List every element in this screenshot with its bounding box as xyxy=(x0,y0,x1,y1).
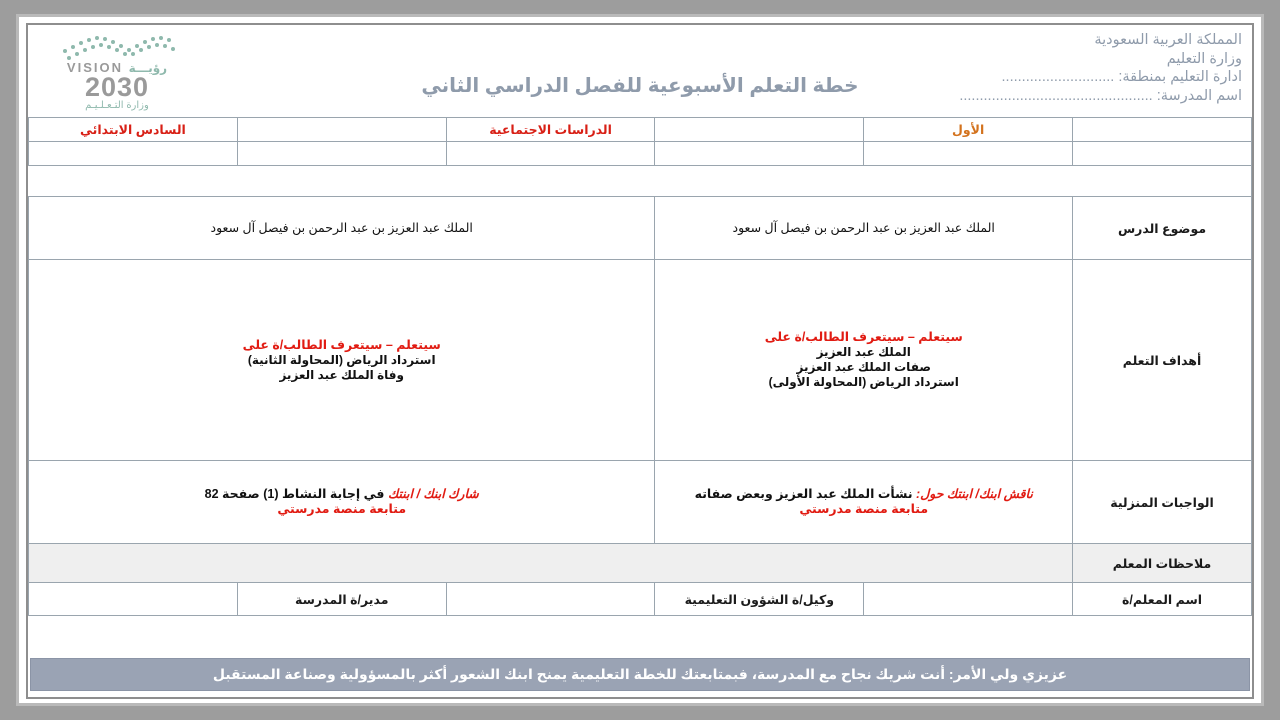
weekly-plan-table xyxy=(28,117,1252,616)
day-label: اليوم xyxy=(1073,142,1252,166)
supervisor-value[interactable] xyxy=(446,583,655,616)
days-row xyxy=(29,142,1252,166)
objectives-row xyxy=(29,260,1252,461)
info-row xyxy=(29,118,1252,142)
logo-ministry-text: وزارة التـعـلـيـم xyxy=(85,100,149,111)
supervisor-label: وكيل/ة الشؤون التعليمية xyxy=(655,583,864,616)
homework-row xyxy=(29,461,1252,544)
homework-cell-right xyxy=(655,461,1073,544)
notes-value[interactable] xyxy=(29,544,1073,583)
objectives-cell-left xyxy=(29,260,655,461)
homework-note-left: متابعة منصة مدرستي xyxy=(277,502,407,516)
topic-value-left: الملك عبد العزيز بن عبد الرحمن بن فيصل آل سعود xyxy=(29,197,655,260)
homework-body-right: نشأت الملك عبد العزيز وبعض صفاته xyxy=(694,487,913,501)
principal-value[interactable] xyxy=(29,583,238,616)
objectives-cell-right xyxy=(655,260,1073,461)
day-wednesday: الأربعاء xyxy=(237,142,446,166)
homework-note-right: متابعة منصة مدرستي xyxy=(799,502,929,516)
header-country: المملكة العربية السعودية xyxy=(1094,32,1242,48)
vision-2030-logo xyxy=(42,31,192,111)
subject-value: الدراسات الاجتماعية xyxy=(446,118,655,142)
teacher-name-label: اسم المعلم/ة xyxy=(1073,583,1252,616)
objectives-item-right-2: صفات الملك عبد العزيز xyxy=(796,360,931,374)
spacer-band-row xyxy=(29,166,1252,197)
objectives-item-left-1: استرداد الرياض (المحاولة الثانية) xyxy=(247,352,436,367)
header-region-field: ادارة التعليم بمنطقة: ............................ xyxy=(1001,69,1242,85)
header-school-field: اسم المدرسة: ................................................ xyxy=(959,87,1242,104)
homework-body-left: في إجابة النشاط (1) صفحة 82 xyxy=(204,487,385,501)
principal-label: مدير/ة المدرسة xyxy=(237,583,446,616)
grade-value: السادس الابتدائي xyxy=(29,118,238,142)
document-header xyxy=(28,25,1252,117)
footer-region xyxy=(28,658,1252,691)
objectives-item-right-3: استرداد الرياض (المحاولة الأولى) xyxy=(768,375,959,389)
vision-en-text: VISION xyxy=(66,60,123,75)
homework-line-right xyxy=(659,487,1068,502)
teacher-name-value[interactable] xyxy=(864,583,1073,616)
day-monday: الإثنين xyxy=(655,142,864,166)
vision-ar-text: رؤيـــة xyxy=(128,61,168,75)
signature-row xyxy=(29,583,1252,616)
page-title: خطة التعلم الأسبوعية للفصل الدراسي الثاني xyxy=(421,75,859,97)
homework-label: الواجبات المنزلية xyxy=(1073,461,1252,544)
grade-label: الصف xyxy=(237,118,446,142)
homework-prompt-left: شارك ابنك / ابنتك xyxy=(387,487,479,501)
homework-cell-left xyxy=(29,461,655,544)
vision-dots-icon xyxy=(57,35,177,61)
objectives-item-left-2: وفاة الملك عبد العزيز xyxy=(279,367,404,382)
objectives-label: أهداف التعلم xyxy=(1073,260,1252,461)
day-sunday: الأحد xyxy=(864,142,1073,166)
topic-row xyxy=(29,197,1252,260)
subject-label: المادة xyxy=(655,118,864,142)
topic-value-right: الملك عبد العزيز بن عبد الرحمن بن فيصل آل سعود xyxy=(655,197,1073,260)
header-ministry: وزارة التعليم xyxy=(1166,50,1242,67)
homework-line-left xyxy=(33,487,650,502)
document-sheet xyxy=(26,23,1254,699)
topic-label: موضوع الدرس xyxy=(1073,197,1252,260)
notes-label: ملاحظات المعلم xyxy=(1073,544,1252,583)
page-white-margin xyxy=(16,14,1264,706)
spacer-cell-body xyxy=(29,166,1073,197)
homework-prompt-right: ناقش ابنك/ ابنتك حول: xyxy=(916,487,1033,501)
vision-year-text: 2030 xyxy=(84,72,150,102)
objectives-heading-left: سيتعلم – سيتعرف الطالب/ة على xyxy=(242,337,441,352)
day-thursday: الخميس xyxy=(29,142,238,166)
week-label: الأسبوع xyxy=(1073,118,1252,142)
objectives-item-right-1: الملك عبد العزيز xyxy=(816,345,911,359)
notes-row xyxy=(29,544,1252,583)
week-value: الأول xyxy=(864,118,1073,142)
parent-message-banner: عزيزي ولي الأمر: أنت شريك نجاح مع المدرسة، فبمتابعتك للخطة التعليمية يمنح ابنك الشعور أكثر بالمسؤولية وصناعة المستقبل xyxy=(30,658,1250,691)
objectives-heading-right: سيتعلم – سيتعرف الطالب/ة على xyxy=(764,330,963,344)
spacer-cell-label xyxy=(1073,166,1252,197)
day-tuesday: الثلاثاء xyxy=(446,142,655,166)
